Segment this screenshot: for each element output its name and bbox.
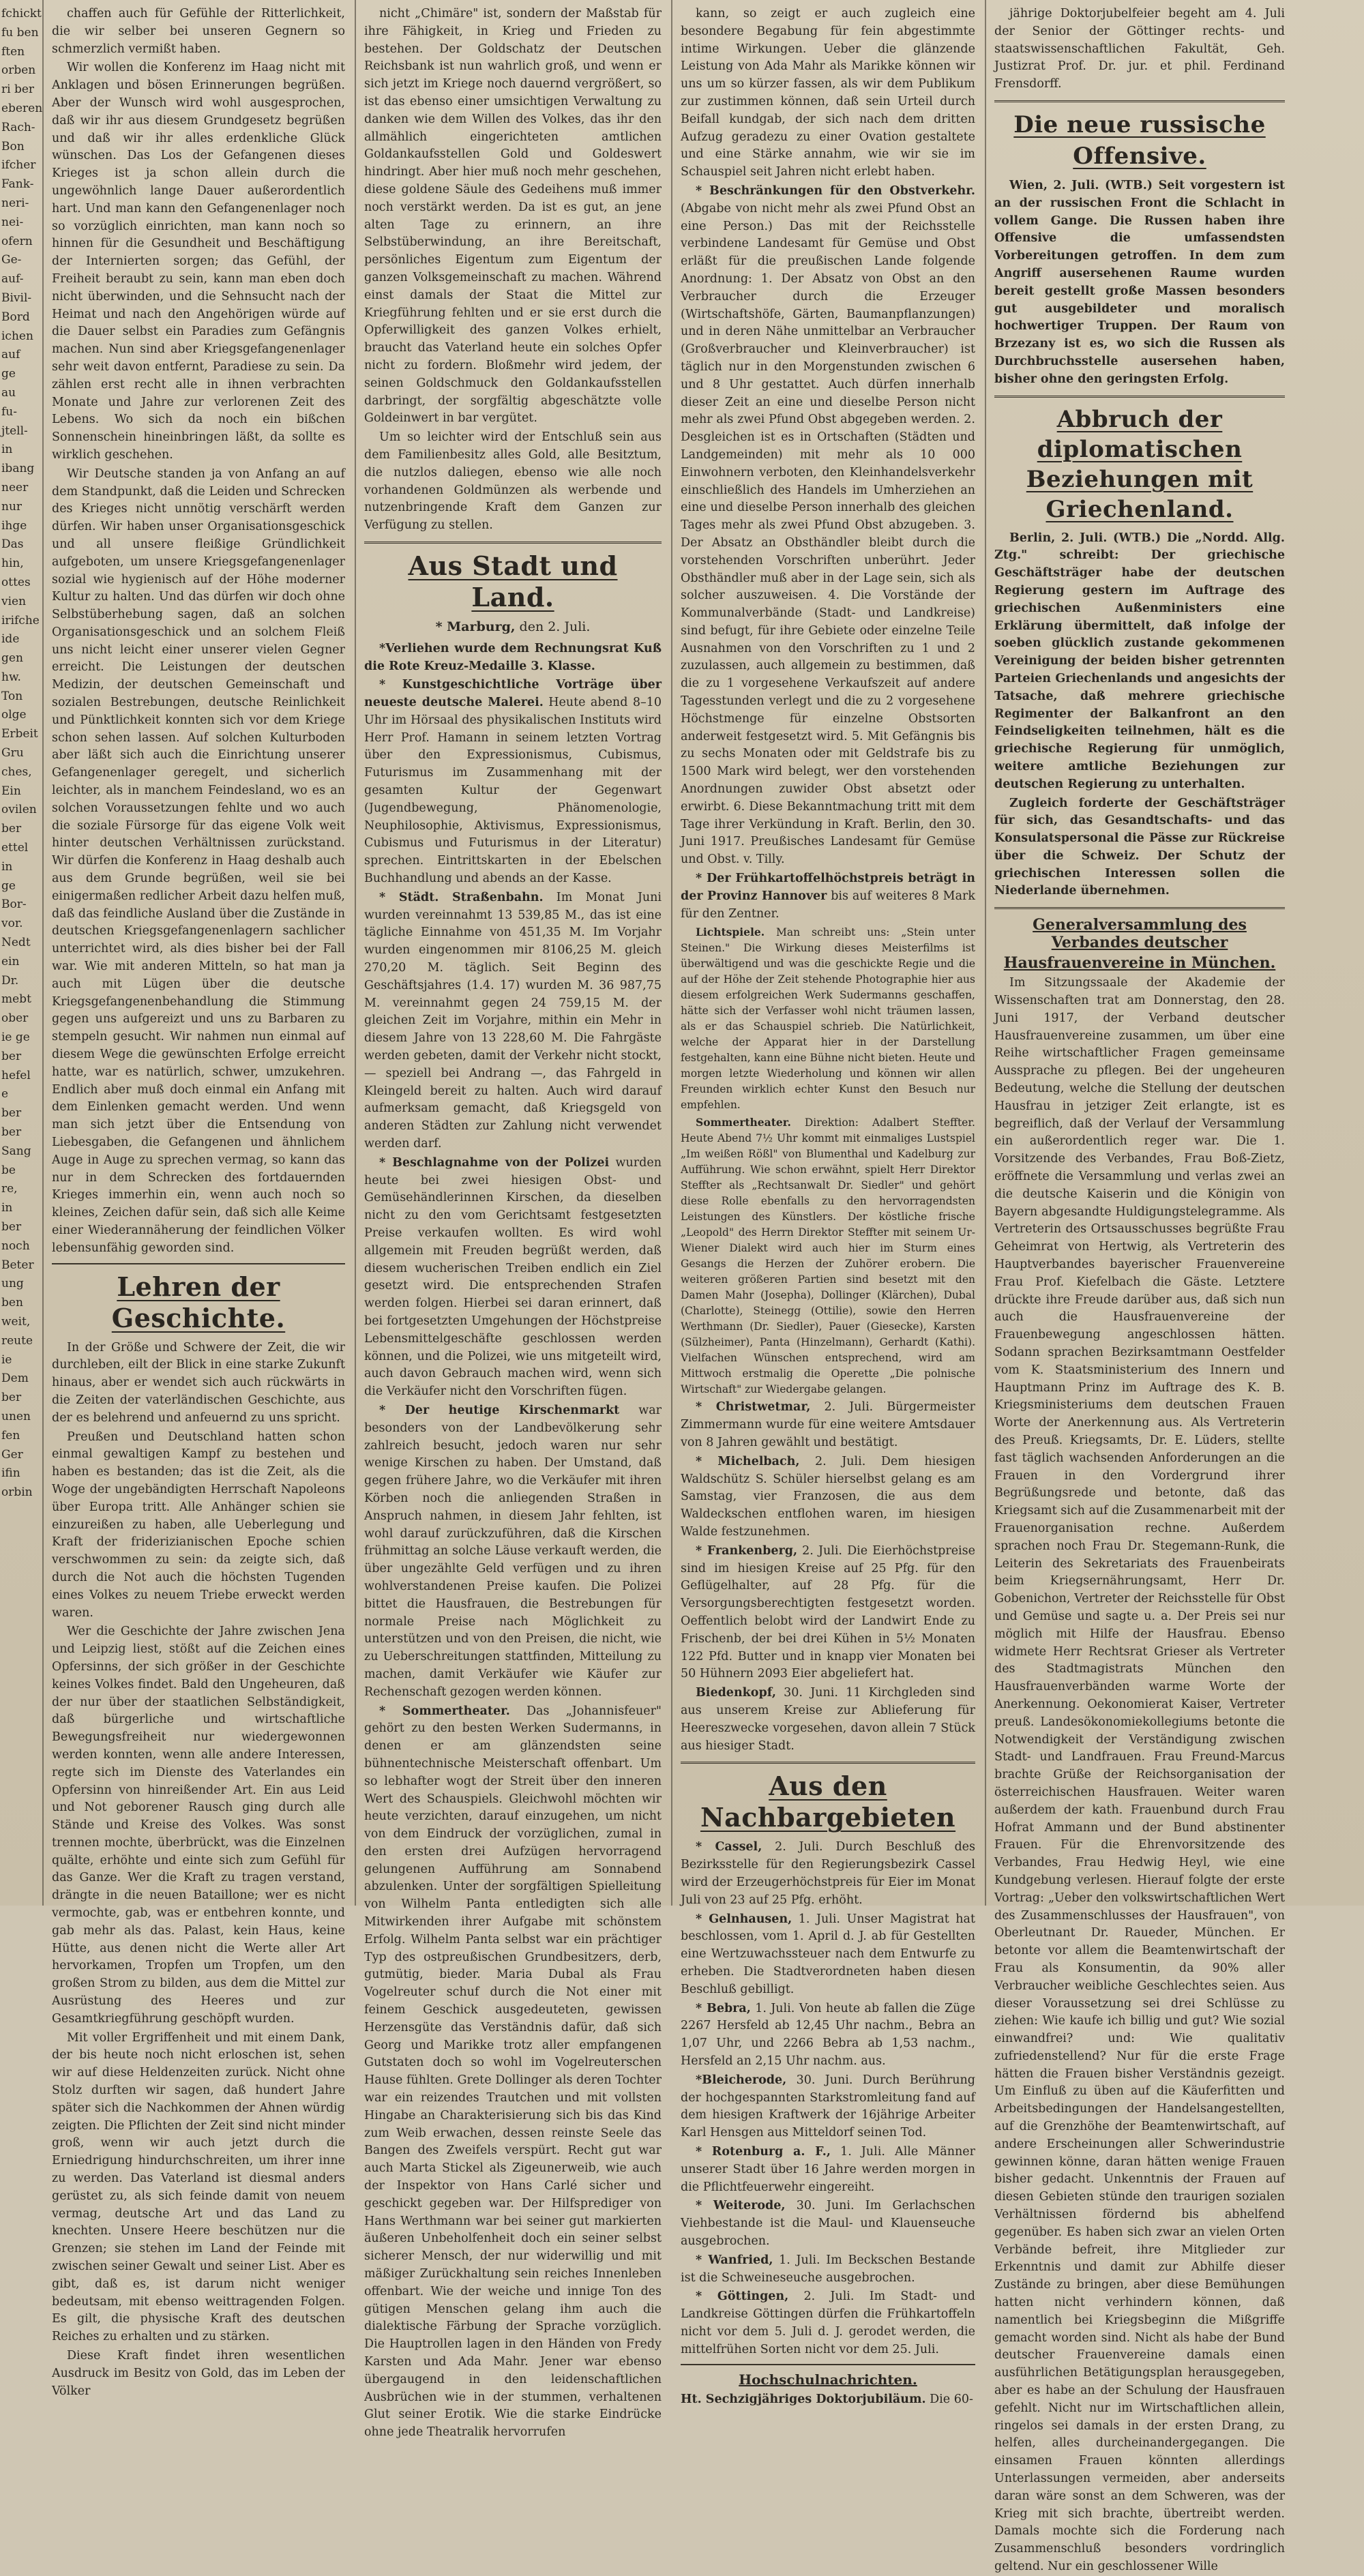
- fragment-line: ber: [1, 1391, 22, 1405]
- news-text: 1. Juli. Alle Männer unserer Stadt über 16 Jahre werden morgen in die Pflichtfeuerwehr eingereiht.: [681, 2144, 975, 2194]
- news-text: war besonders von der Landbevölkerung sehr zahlreich besucht, jedoch waren nur sehr wenige Kirschen zu haben. Der Umstand, daß gegen frühere Jahre, wo die Verkäufer mit ihren Körben noch die anliegenden Straßen in Anspruch nahmen, in diesem Jahr fehlten, ist wohl darauf zurückzuführen, daß die Kirschen frühmittag an solche Läuse verkauft werden, die über ungezählte Geld verfügen und zu ihren wohlverstandenen Preise kaufen. Die Polizei bittet die Hausfrauen, die Bestrebungen für normale Preise nach Möglichkeit zu unterstützen und von den Preisen, die nicht, wie zu Ueberschreitungen stattfinden, Mitteilung zu machen, damit Verkäufer wie Käufer zur Rechenschaft gezogen werden können.: [364, 1403, 662, 1699]
- fragment-line: ie: [1, 1352, 12, 1367]
- news-lead: Sommertheater.: [696, 1116, 791, 1129]
- news-lead: * Bebra,: [696, 2001, 751, 2015]
- news-item: [364, 1703, 662, 2442]
- section-divider: [994, 396, 1285, 398]
- fragment-line: ben: [1, 1296, 23, 1310]
- col1-paragraph: Wir Deutsche standen ja von Anfang an auf dem Standpunkt, daß die Leiden und Schrecken des Krieges nicht unnötig verschärft werden dürfen. Wir haben unser Organisationsgeschick und all unsere fleißige Gründlichkeit aufgeboten, um unsere Kriegsgefangenenlager sozial wie hygienisch auf der Höhe moderner Kultur zu halten. Und das dürfen wir doch ohne Selbstüberhebung sagen, daß an solchen Organisationsgeschick und an solchem Fleiß uns nicht leicht einer unserer vielen Gegner erreicht. Die Leistungen der deutschen Medizin, der deutschen Gemeinschaft und sozialen Bestrebungen, deutsche Reinlichkeit und Pünktlichkeit konnten sich vor dem Kriege schon sehen lassen. Auf solchen Kulturboden aber läßt sich auch die Einrichtung unserer Gefangenenlager geregelt, und sicherlich leichter, als in manchem Feindesland, wo es an solchen Voraussetzungen fehlte und wo auch die soziale Fürsorge für das eigene Volk weit hinter deutschen Verhältnissen zurückstand. Wir dürfen die Konferenz in Haag deshalb auch aus dem Grunde begrüßen, weil sie bei einigermaßen redlicher Arbeit dazu helfen muß, daß das feindliche Ausland über die Zustände in deutschen Kriegsgefangenenlagern sachlicher unterrichtet wird, als dies bisher bei der Fall war. Wie mit anderen Mitteln, so hat man ja auch mit Lügen über die deutsche Kriegsgefangenenbehandlung die Stimmung gegen uns aufgereizt und uns zu Barbaren zu stempeln gesucht. Wir nahmen nun einmal auf diesem Wege die gewünschten Erfolge erreicht hatte, war es natürlich, schwer, umzukehren. Endlich aber muß doch einmal ein Anfang mit dem Einlenken gemacht werden. Und wenn man sich jetzt über die Entsendung von Liebesgaben, die Gefangenen und ähnlichem Auge in Auge zu sprechen vermag, so kann das nur in dem Schrecken des fortdauernden Krieges immerhin ein, wenn auch noch so kleines, Zeichen dafür sein, daß sich alle Keime einer Wiederannäherung der feindlichen Völker lebensunfähig geworden sind.: [52, 467, 345, 1255]
- news-lead: *Verliehen wurde dem Rechnungsrat Kuß die Rote Kreuz-Medaille 3. Klasse.: [364, 641, 662, 673]
- news-lead: Lichtspiele.: [696, 926, 765, 939]
- news-lead: Wien, 2. Juli. (WTB.): [1009, 178, 1153, 192]
- fragment-line: Bord: [1, 310, 30, 324]
- news-lead: Biedenkopf,: [696, 1686, 776, 1700]
- col1-paragraph: Diese Kraft findet ihren wesentlichen Ausdruck im Besitz von Gold, das im Leben der Völker: [52, 2349, 345, 2398]
- fragment-line: ber: [1, 1049, 22, 1063]
- news-item: [681, 1543, 975, 1683]
- fragment-line: fu ben: [1, 25, 39, 40]
- news-item: [681, 2288, 975, 2358]
- col3-small-print: [681, 924, 975, 1397]
- news-lead: * Beschränkungen für den Obstverkehr.: [696, 183, 975, 198]
- section-heading-stadt-land: Aus Stadt und Land.: [408, 550, 618, 612]
- fragment-line: ein: [1, 954, 20, 968]
- col4-paragraph: [994, 177, 1285, 389]
- fragment-line: in: [1, 443, 13, 457]
- fragment-line: ifin: [1, 1466, 20, 1481]
- col2-paragraph: nicht „Chimäre" ist, sondern der Maßstab für ihre Fähigkeit, in Krieg und Frieden zu bestehen. Der Goldschatz der Deutschen Reichsbank ist nun wahrlich groß, und wenn er sich jetzt im Kriege noch dauernd vergrößert, so ist das ebenso einer umsichtigen Verwaltung zu danken wie dem Willen des Volkes, das ihr den allmählich eingerichteten amtlichen Goldankaufsstellen Gold und Goldeswert hindringt. Aber hier muß noch mehr geschehen, diese goldene Säule des Gedeihens muß immer noch verstärkt werden. Da ist es gut, an jene alten Tage zu erinnern, an ihre Selbstüberwindung, an ihre Bereitschaft, persönliches Eigentum zum Eigentum der ganzen Volksgemeinschaft zu machen. Während einst damals der Staat die Mittel zur Kriegführung fehlten und er sie erst durch die Opferwilligkeit des ganzen Volkes erhielt, braucht das Vaterland heute ein solches Opfer nicht zu fordern. Bloßmehr wird jedem, der seinen Goldschmuck den Goldankaufsstellen darbringt, der sorgfältig abgeschätzte volle Goldeinwert in bar vergütet.: [364, 7, 662, 426]
- article-heading-griechenland: Abbruch der diplomatischen Beziehungen mit Griechenland.: [1026, 405, 1254, 523]
- news-lead: * Der Frühkartoffelhöchstpreis beträgt in der Provinz Hannover: [681, 872, 975, 903]
- col4-paragraph: Im Sitzungssaale der Akademie der Wissenschaften trat am Donnerstag, den 28. Juni 1917, der Verband deutscher Hausfrauenvereine zusammen, um über eine Reihe wirtschaftlicher Fragen gemeinsame Aussprache zu pflegen. Bei der ungeheuren Bedeutung, welche die Stellung der deutschen Hausfrau in jetziger Zeit erlangte, ist es begreiflich, daß der Verlauf der Versammlung ein außerordentlich reger war. Die 1. Vorsitzende des Verbandes, Frau Boß-Zietz, eröffnete die Versammlung und verlas zwei an die deutsche Kaiserin und die Königin von Bayern abgesandte Huldigungstelegramme. Als Vertreterin des Ortsausschusses begrüßte Frau Geheimrat von Hertwig, als Vertreterin des Hauptverbandes bayerischer Frauenvereine Frau Prof. Kiefelbach die Gäste. Letztere drückte ihre Freude darüber aus, daß sich nun auch die Hausfrauenvereine der Frauenbewegung angeschlossen hätten. Sodann sprachen Bezirksamtmann Oestfelder vom K. Staatsministerium des Innern und Hauptmann Prinz im Auftrage des K. B. Kriegsministeriums dem deutschen Frauen Worte der Anerkennung aus. Als Vertreterin des Preuß. Kriegsamts, Dr. E. Lüders, stellte fast täglich wachsenden Anforderungen an die Frauen in den Vordergrund ihrer Begrüßungsrede und betonte, daß das Kriegsamt sich auf die Zusammenarbeit mit der Frauenorganisation rechne. Außerdem sprachen noch Frau Dr. Stegemann-Runk, die Leiterin des Sekretariats des Frauenbeirats beim Kriegsernährungsamt, Herr Dr. Gobenichon, Vertreter der Reichsstelle für Obst und Gemüse und sagte u. a. Der Preis sei nur möglich mit Hilfe der Hausfrau. Ebenso widmete Herr Rechtsrat Grieser als Vertreter des Stadtmagistrats München den Hausfrauenverbänden warme Worte der Anerkennung. Oekonomierat Kaiser, Vertreter preuß. Landesökonomiekollegiums betonte die Notwendigkeit der Verständigung zwischen Stadt- und Landfrauen. Frau Freund-Marcus brachte Grüße der Reichsorganisation der österreichischen Hausfrauen. Weiter waren außerdem der kath. Frauenbund durch Frau Hofrat Ammann und der Bund abstinenter Frauen. Für die Ehrenvorsitzende des Verbandes, Frau Hedwig Heyl, wie eine Kundgebung verlesen. Hierauf folgte der erste Vortrag: „Ueber den volkswirtschaftlichen Wert des Zusammenschlusses der Hausfrauen", von Oberleutnant Dr. Raueder, München. Er betonte vor allem die Beamtenwirtschaft der Frau als Konsumentin, da 90% aller Verbraucher weibliche Geschlechtes seien. Aus dieser Voraussetzung sei drei Schlüsse zu ziehen: Wie kaufe ich billig und gut? Wie sozial einwandfrei? und: Wie qualitativ zufriedenstellend? Nur für die erste Frage hätten die Frauen bisher Verständnis gezeigt. Um Einfluß zu üben auf die Käuferfitten und Arbeitsbedingungen der Handelsangestellten, auf die Grenzhöhe der Beamtenwirtschaft, auf andere Erscheinungen aller Schwerindustrie gewinnen könne, daran hätten wenige Frauen bisher gedacht. Unkenntnis der Frauen auf diesen Gebieten stünde den traurigen sozialen Verhältnissen fördernd bis abhelfend gegenüber. Es haben sich zwar an vielen Orten Verbände befreit, ihre Mitglieder zur Erkenntnis und damit zur Abhilfe dieser Zustände zu bringen, aber diese Bemühungen hatten nicht verhindern können, daß namentlich bei Kriegsbeginn die Mißgriffe gemacht worden sind. Nicht als habe der Bund deutscher Frauenvereine damals einen ausführlichen Betätigungsplan herausgegeben, aber es habe an der Schulung der Hausfrauen gefehlt. Nicht nur im Wirtschaftlichen allein, ringelos sei damals in der ersten Drang, zu helfen, alles durcheinandergegangen. Die einsamen Frauen könnten allerdings Unterlassungen vermeiden, aber anderseits daran wäre sonst an dem Schweren, was der Krieg mit sich brachte, übertreibt werden. Damals mochte sich die Forderung nach Zusammenschluß besonders vordringlich geltend. Nur ein geschlossener Wille: [994, 976, 1285, 2573]
- article-heading-lehren: Lehren der Geschichte.: [111, 1271, 286, 1333]
- fragment-line: neri-: [1, 196, 29, 210]
- news-lead: * Der heutige Kirschenmarkt: [379, 1403, 620, 1417]
- fragment-line: olge: [1, 708, 27, 722]
- section-divider: [681, 1762, 975, 1764]
- section-divider: [52, 1263, 345, 1264]
- fragment-line: ibang: [1, 462, 35, 476]
- news-item: [681, 1399, 975, 1451]
- col4-paragraph: jährige Doktorjubelfeier begeht am 4. Juli der Senior der Göttinger rechts- und staatswissenschaftlichen Fakultät, Geh. Justizrat Prof. Dr. jur. et phil. Ferdinand Frensdorff.: [994, 7, 1285, 91]
- fragment-line: ber: [1, 1125, 22, 1140]
- edge-fragment-column: [0, 0, 43, 1906]
- fragment-line: au: [1, 385, 16, 400]
- col3-news-list-2: [681, 1399, 975, 1755]
- news-text: 30. Juni. Im Gerlachschen Viehbestande ist die Maul- und Klauenseuche ausgebrochen.: [681, 2199, 975, 2248]
- col2-paragraph: Um so leichter wird der Entschluß sein aus dem Familienbesitz alles Gold, alle Besitztum, die nutzlos daliegen, ebenso wie alle noch vorhandenen Goldmünzen als werbende und nutzenbringende Kraft dem Ganzen zur Verfügung zu stellen.: [364, 430, 662, 533]
- section-heading-hochschul: Hochschulnachrichten.: [739, 2371, 917, 2388]
- col3-paragraph: [681, 2391, 975, 2409]
- fragment-line: Erbeit: [1, 727, 38, 741]
- news-item: [364, 640, 662, 676]
- news-text: bis auf weiteres 8 Mark für den Zentner.: [681, 889, 975, 921]
- news-lead: * Sommertheater.: [379, 1704, 510, 1718]
- col3-news-list-3: [681, 1839, 975, 2358]
- fragment-line: Ger: [1, 1447, 23, 1462]
- fragment-line: hin,: [1, 557, 24, 571]
- fragment-line: ober: [1, 1011, 29, 1026]
- news-text: 2. Juli. Durch Beschluß des Bezirksstelle für den Regierungsbezirk Cassel wird der Erzeugerhöchstpreis für Eier im Monat Juli von 23 auf 25 Pfg. erhöht.: [681, 1840, 975, 1907]
- news-text: (Abgabe von nicht mehr als zwei Pfund Obst an eine Person.) Das mit der Reichsstelle verbindene Landesamt für Gemüse und Obst erläßt für die preußischen Lande folgende Anordnung: 1. Der Absatz von Obst an den Verbraucher durch die Erzeuger (Wirtschaftshöfe, Gärten, Baumanpflanzungen) und in deren Nähe unmittelbar an Verbraucher (Großverbraucher und Kleinverbraucher) ist täglich nur in den Morgenstunden zwischen 6 und 8 Uhr gestattet. Auch dürfen innerhalb dieser Zeit an eine und dieselbe Person nicht mehr als zwei Pfund Obst abgegeben werden. 2. Desgleichen ist es in Ortschaften (Städten und Landgemeinden) mit mehr als 10 000 Einwohnern verboten, den Kleinhandelsverkehr einschließlich des Handels im Umherziehen an eine und dieselbe Person innerhalb des gleichen Tages mehr als zwei Pfund Obst abzugeben. 3. Der Absatz an Obsthändler bleibt durch die vorstehenden Vorschriften unberührt. Jeder Obsthändler muß aber in der Lage sein, sich als solcher auszuweisen. 4. Die Vorstände der Kommunalverbände (Stadt- und Landkreise) sind befugt, für ihre Gebiete oder einzelne Teile Ausnahmen von den Vorschriften zu 1 und 2 zuzulassen, auch allgemein zu bestimmen, daß die zu 1 vorgesehene Verkaufszeit auf andere Tagesstunden verlegt und die zu 2 vorgesehene Höchstmenge für einzelne Obstsorten anderweit festgesetzt wird. 5. Mit Gefängnis bis zu sechs Monaten oder mit Geldstrafe bis zu 1500 Mark wird belegt, wer den vorstehenden Anordnungen zuwider Obst absetzt oder erwirbt. 6. Diese Bekanntmachung tritt mit dem Tage ihrer Verkündung in Kraft. Berlin, den 30. Juni 1917. Preußisches Landesamt für Gemüse und Obst. v. Tilly.: [681, 201, 975, 867]
- article-heading-hausfrauen-1: Generalversammlung des Verbandes deutscher: [1033, 916, 1247, 952]
- fragment-line: weit,: [1, 1314, 31, 1329]
- fragment-line: Bivil-: [1, 291, 32, 305]
- fragment-line: nur: [1, 499, 23, 514]
- dateline-place: * Marburg,: [435, 619, 516, 634]
- fragment-line: vor.: [1, 917, 23, 931]
- news-text: Seit vorgestern ist an der russischen Front die Schlacht in vollem Gange. Die Russen haben ihre Offensive die umfassendsten Vorbereitungen getroffen. In dem zum Angriff ausersehenen Raume wurden bereit gestellt große Massen besonders gut ausgebildeter und moralisch hochwertiger Truppen. Der Raum von Brzezany ist es, wo sich die Russen als Durchbruchsstelle ausersehen haben, bisher ohne den geringsten Erfolg.: [994, 178, 1286, 386]
- fragment-line: in: [1, 859, 13, 874]
- fragment-line: ge: [1, 367, 16, 381]
- fragment-line: ifcher: [1, 158, 36, 173]
- fragment-line: mebt: [1, 992, 31, 1007]
- fragment-line: ihge: [1, 518, 27, 533]
- fragment-line: be: [1, 1163, 16, 1177]
- news-text: 30. Juni. 11 Kirchgleden sind aus unserem Kreise zur Ablieferung für Heereszwecke vorgesehen, davon allein 7 Stück aus hiesiger Stadt.: [681, 1686, 975, 1753]
- fragment-line: ber: [1, 822, 22, 836]
- news-text: 2. Juli. Die Eierhöchstpreise sind im hiesigen Kreise auf 25 Pfg. für den Geflügelhalter, auf 28 Pfg. für die Versorgungsberechtigten festgesetzt worden. Oeffentlich belobt wird der Landwirt Ende zu Frischenb, der bei drei Kühen in 5½ Monaten 122 Pfd. Butter und in knapp vier Monaten bei 50 Hühnern 2093 Eier abgeliefert hat.: [681, 1543, 975, 1681]
- news-text: 1. Juli. Unser Magistrat hat beschlossen, vom 1. April d. J. ab für Gestellten eine Wertzuwachssteuer nach dem Entwurfe zu erheben. Die Stadtverordneten haben diesen Beschluß gebilligt.: [681, 1912, 975, 1996]
- fragment-line: ches,: [1, 765, 32, 779]
- fragment-line: e: [1, 1087, 9, 1101]
- fragment-line: irifche: [1, 613, 40, 627]
- fragment-line: fen: [1, 1428, 20, 1442]
- fragment-line: Beter: [1, 1258, 34, 1272]
- column-3: [674, 0, 982, 2407]
- news-item: [681, 2197, 975, 2250]
- news-lead: * Christwetmar,: [696, 1400, 811, 1415]
- news-item: [681, 2252, 975, 2288]
- news-lead: *Bleicherode,: [696, 2073, 787, 2087]
- news-lead: Ht. Sechzigjähriges Doktorjubiläum.: [681, 2393, 926, 2407]
- column-rule: [671, 0, 672, 1906]
- section-heading-nachbargebiete: Aus den Nachbargebieten: [700, 1771, 956, 1833]
- news-text: Die „Nordd. Allg. Ztg." schreibt: Der griechische Geschäftsträger habe der deutschen Regierung gestern im Auftrage des griechischen Außenministers eine Erklärung übermittelt, daß infolge der soeben glücklich zustande gekommenen Vereinigung der beiden bisher getrennten Parteien Griechenlands und angesichts der Tatsache, daß mehrere griechische Regimenter der Balkanfront an den Feindseligkeiten teilnehmen, hält es die griechische Regierung für unmöglich, weitere amtliche Beziehungen zur deutschen Regierung zu unterhalten.: [994, 531, 1285, 791]
- dateline-date: den 2. Juli.: [519, 619, 591, 634]
- news-item: [681, 1453, 975, 1541]
- fragment-line: ettel: [1, 841, 29, 855]
- news-item: [681, 870, 975, 923]
- column-rule: [42, 0, 44, 1906]
- section-divider: [994, 100, 1285, 102]
- fragment-line: in: [1, 1201, 13, 1215]
- article-heading-hausfrauen-2: Hausfrauenvereine in München.: [1003, 954, 1276, 973]
- article-heading-offensive: Die neue russische Offensive.: [1013, 110, 1266, 170]
- news-text: 1. Juli. Im Beckschen Bestande ist die Schweineseuche ausgebrochen.: [681, 2253, 975, 2285]
- news-lead: * Rotenburg a. F.,: [696, 2144, 831, 2159]
- news-text: Die 60-: [930, 2393, 973, 2407]
- fragment-line: ber: [1, 1220, 22, 1234]
- fragment-line: re,: [1, 1182, 18, 1196]
- section-divider: [994, 907, 1285, 909]
- news-lead: * Göttingen,: [696, 2290, 789, 2304]
- fragment-line: Rach-: [1, 120, 35, 134]
- news-text: 2. Juli. Im Stadt- und Landkreise Göttingen dürfen die Frühkartoffeln nicht vor dem 5. Juli d. J. gerodet werden, die mittelfrühen Sorten nicht vor dem 25. Juli.: [681, 2290, 975, 2356]
- news-text: 30. Juni. Durch Berührung der hochgespannten Starkstromleitung fand auf dem hiesigen Kraftwerk der 16jährige Arbeiter Karl Hensgen aus Mitteldorf seinen Tod.: [681, 2073, 975, 2140]
- col1-paragraph: chaffen auch für Gefühle der Ritterlichkeit, die wir selber bei unseren Gegnern so schmerzlich vermißt haben.: [52, 7, 345, 56]
- fragment-line: ottes: [1, 575, 31, 589]
- fragment-line: jtell-: [1, 424, 28, 438]
- news-text: Direktion: Adalbert Steffter. Heute Abend 7½ Uhr kommt mit einmaliges Lustspiel „Im weißen Rößl" von Blumenthal und Kadelburg zur Aufführung. Wie schon erwähnt, spielt Herr Direktor Steffter als „Rechtsanwalt Dr. Siedler" und gehört diese Rolle ebenfalls zu den hervorragendsten Leistungen des Künstlers. Der köstliche frische „Leopold" des Herrn Direktor Steffter mit seinem Ur-Wiener Dialekt wird auch hier im Sturm eines Gesangs die Herzen der Zuhörer erobern. Die weiteren größeren Partien sind besetzt mit den Damen Mahr (Josepha), Dollinger (Klärchen), Dubal (Charlotte), Steinegg (Ottilie), sowie den Herren Werthmann (Dr. Siedler), Pauer (Giesecke), Karsten (Sülzheimer), Panta (Hinzelmann), Gerhardt (Kathi). Vielfachen Wünschen entsprechend, wird am Mittwoch erstmalig die Operette „Die polnische Wirtschaft" zur Wiedergabe gelangen.: [681, 1116, 975, 1396]
- fragment-line: Ein: [1, 784, 21, 798]
- news-lead: * Gelnhausen,: [696, 1912, 792, 1926]
- fragment-line: eberen: [1, 101, 43, 115]
- dateline: [364, 619, 662, 636]
- fragment-line: hefel: [1, 1068, 31, 1082]
- column-1: [45, 0, 352, 2398]
- news-lead: * Weiterode,: [696, 2199, 786, 2213]
- fragment-line: Dr.: [1, 973, 19, 988]
- news-item: [681, 183, 975, 869]
- news-item: [681, 1911, 975, 1999]
- fragment-line: ide: [1, 632, 20, 647]
- news-text: Man schreibt uns: „Stein unter Steinen." Die Wirkung dieses Meisterfilms ist überwältigend und was die geschickte Regie und die auf der Höhe der Zeit stehende Photographie hier aus diesem erfolgreichen Werk Sudermanns geschaffen, hätte sich der Verfasser wohl nicht träumen lassen, als er das Schauspiel schrieb. Die Natürlichkeit, welche der Apparat hier in der Darstellung festgehalten, kann eine Bühne nicht bieten. Heute und morgen letzte Wiederholung und können wir allen Freunden wirklich echter Kunst den Besuch nur empfehlen.: [681, 926, 975, 1112]
- news-item: [364, 889, 662, 1153]
- fragment-line: noch: [1, 1239, 30, 1253]
- news-lead: * Cassel,: [696, 1840, 762, 1854]
- news-item: [364, 677, 662, 888]
- fragment-line: orbin: [1, 1485, 33, 1500]
- column-rule: [985, 0, 986, 1906]
- fragment-line: reute: [1, 1333, 33, 1348]
- section-divider: [681, 2364, 975, 2365]
- fragment-line: Bon: [1, 139, 25, 153]
- news-item: [681, 1114, 975, 1397]
- fragment-line: fchickt: [1, 7, 42, 20]
- news-lead: * Wanfried,: [696, 2253, 773, 2267]
- column-rule: [355, 0, 356, 1906]
- col2-news-list: [364, 640, 662, 2442]
- col1-paragraph: Preußen und Deutschland hatten schon einmal gewaltigen Kampf zu bestehen und haben es bestanden; das ist die Zeit, als die Woge der ungebändigten Herrschaft Napoleons über Europa tritt. Alle Anhänger schien sie einzureißen zu haben, alle Ueberlegung und Kraft der friderizianischen Epoche schien verschwommen zu sein: da zeigte sich, daß durch die Not auch die höchsten Tugenden eines Volkes zu neuem Triebe erweckt werden waren.: [52, 1430, 345, 1620]
- news-item: [681, 1685, 975, 1755]
- fragment-line: gen: [1, 651, 23, 666]
- news-text: Das „Johannisfeuer" gehört zu den besten Werken Sudermanns, in denen er am glänzendsten seine bühnentechnische Meisterschaft offenbart. Um so lebhafter wogt der Streit über den inneren Wert des Schauspiels. Gleichwohl möchten wir heute verzichten, darauf einzugehen, um nicht von dem Eindruck der vorzüglichen, zumal in den ersten drei Aufzügen hervorragend gelungenen Aufführung am Sonnabend abzulenken. Unter der sorgfältigen Spielleitung von Wilhelm Panta entledigten sich alle Mitwirkenden ihrer Aufgabe mit schönstem Erfolg. Wilhelm Panta selbst war ein prächtiger Typ des ostpreußischen Grundbesitzers, derb, gutmütig, bieder. Maria Dubal als Frau Vogelreuter schuf durch die Not einer mit feinem Geschick ausgedeuteten, gewissen Herzensgüte das Verständnis dafür, daß sich Georg und Marikke trotz aller empfangenen Gutstaten doch so wohl im Vogelreuterschen Hause fühlten. Grete Dollinger als deren Tochter war ein reizendes Trautchen und mit vollsten Hingabe an Charakterisierung sich bis das Kind zum Weib erwachen, dessen reinste Seele das Bangen des Zweifels verspürt. Recht gut war auch Marta Stickel als Zigeunerweib, wie auch der Inspektor von Hans Carlé sicher und geschickt gegeben war. Der Hilfsprediger von Hans Werthmann war bei seiner gut markierten äußeren Unbeholfenheit doch ein seiner selbst sicherer Mensch, der nur widerwillig und mit mäßiger Zurückhaltung sein reiches Innenleben offenbart. Wie der weiche und innige Ton des gütigen Menschen gelang ihm auch die dialektische Färbung der Sprache vorzüglich. Die Hauptrollen lagen in den Händen von Fredy Karsten und Ada Mahr. Jener war ebenso übergaugend in den leidenschaftlichen Ausbrüchen wie in der stummen, verhaltenen Glut seiner Erotik. Wie die starke Eindrücke ohne jede Theatralik hervorrufen: [364, 1704, 662, 2440]
- news-lead: * Frankenberg,: [696, 1543, 798, 1558]
- fragment-line: unen: [1, 1409, 31, 1423]
- fragment-line: Nedt: [1, 936, 31, 950]
- news-text: 2. Juli. Dem hiesigen Waldschütz S. Schüler hierselbst gelang es am Samstag, vier Franzosen, die aus dem Waldeckschen entflohen waren, im hiesigen Walde festzunehmen.: [681, 1454, 975, 1539]
- news-lead: * Beschlagnahme von der Polizei: [379, 1155, 610, 1170]
- news-item: [681, 924, 975, 1113]
- fragment-line: neer: [1, 480, 29, 494]
- column-4: [988, 0, 1292, 2573]
- fragment-line: ber: [1, 1106, 22, 1121]
- news-text: Im Monat Juni wurden vereinnahmt 13 539,85 M., das ist eine tägliche Einnahme von 451,35 M. Im Vorjahr wurden eingenommen mir 8106,25 M. gleich 270,20 M. täglich. Seit Beginn des Geschäftsjahres (1.4. 17) wurden M. 36 987,75 M. vereinnahmt gegen 24 759,15 M. der gleichen Zeit im Vorjahre, mithin ein Mehr in diesem Jahre von 13 228,60 M. Die Fahrgäste werden gebeten, damit der Verkehr nicht stockt, — speziell bei Andrang —, das Fahrgeld in Kleingeld bereit zu halten. Auch wird darauf aufmerksam gemacht, daß Kriegsgeld von anderen Städten zur Zahlung nicht verwendet werden darf.: [364, 890, 662, 1151]
- col3-paragraph: kann, so zeigt er auch zugleich eine besondere Begabung für fein abgestimmte intime Wirkungen. Ueber die glänzende Leistung von Ada Mahr als Marikke können wir uns um so kürzer fassen, als wir dem Publikum zur zustimmen können, daß sein Urteil durch Beifall kundgab, der sich nach dem dritten Aufzug geradezu zu einer Ovation gestaltete und eine Stärke annahm, wie wir sie im Schauspiel seit Jahren nicht erlebt haben.: [681, 7, 975, 179]
- news-item: [681, 1839, 975, 1909]
- column-2: [357, 0, 668, 2440]
- section-divider: [364, 542, 662, 544]
- fragment-line: auf-: [1, 272, 24, 286]
- news-lead: Berlin, 2. Juli. (WTB.): [1009, 531, 1161, 545]
- fragment-line: ovilen: [1, 803, 37, 817]
- news-item: [364, 1402, 662, 1702]
- news-text: 2. Juli. Bürgermeister Zimmermann wurde für eine weitere Amtsdauer von 8 Jahren gewählt und bestätigt.: [681, 1400, 975, 1450]
- fragment-line: ge: [1, 878, 16, 893]
- col1-paragraph: Mit voller Ergriffenheit und mit einem Dank, der bis heute noch nicht erloschen ist, sehen wir auf diese Heldenzeiten zurück. Nicht ohne Stolz durften wir sagen, daß hundert Jahre später sich die Nachkommen der Ahnen würdig zeigten. Die Pflichten der Zeit sind nicht minder groß, wenn wir auch jetzt durch die Erniedrigung hindurchschreiten, um ihrer inne zu werden. Das Vaterland ist diesmal anders gerüstet zu, als sich feinde damit von neuem vermag, deutsche Art und das Land zu knechten. Unsere Heere beschützen nur die Grenzen; sie stehen im Land der Feinde mit zwischen seiner Gewalt und seiner List. Aber es gibt, daß es, ist darum nicht weniger bedeutsam, mit ebenso weittragenden Folgen. Es gilt, die physische Kraft des deutschen Reiches zu erhalten und zu stärken.: [52, 2030, 345, 2344]
- news-item: [681, 2072, 975, 2142]
- news-lead: * Michelbach,: [696, 1454, 800, 1468]
- fragment-line: Sang: [1, 1144, 31, 1158]
- col1-paragraph: In der Größe und Schwere der Zeit, die wir durchleben, eilt der Blick in eine starke Zukunft hinaus, aber er wendet sich auch rückwärts in die Zeiten der vaterländischen Geschichte, aus der es belehrend und anfeuernd zu uns spricht.: [52, 1340, 345, 1425]
- col4-paragraph: Zugleich forderte der Geschäftsträger für sich, das Gesandtschafts- und das Konsulatspersonal die Pässe zur Rückreise über die Schweiz. Der Schutz der griechischen Interessen sollen die Niederlande übernehmen.: [994, 796, 1285, 898]
- fragment-line: Gru: [1, 746, 24, 760]
- fragment-line: ri ber: [1, 83, 35, 97]
- fragment-line: Das: [1, 537, 24, 552]
- news-text: wurden heute bei zwei hiesigen Obst- und Gemüsehändlerinnen Kirschen, da dieselben nicht zu den vom Gerichtsamt festgesetzten Preise verkaufen wollten. Es wird wohl allgemein mit Freuden begrüßt werden, daß diesem wucherischen Treiben endlich ein Ziel gesetzt wird. Die entsprechenden Strafen werden folgen. Hierbei sei daran erinnert, daß bei fortgesetzten Umgehungen der Höchstpreise Lebensmittelgeschäfte geschlossen werden können, und die Polizei, wie uns mitgeteilt wird, auch davon Gebrauch machen wird, wenn sich die Verkäufer nicht den Vorschriften fügen.: [364, 1155, 662, 1399]
- news-item: [681, 2144, 975, 2196]
- fragment-line: hw.: [1, 670, 21, 684]
- fragment-line: orben: [1, 63, 36, 78]
- col4-paragraph: [994, 530, 1285, 794]
- fragment-line: ie ge: [1, 1031, 30, 1045]
- fragment-line: ung: [1, 1277, 24, 1291]
- fragment-line: Ton: [1, 689, 23, 703]
- col1-paragraph: Wir wollen die Konferenz im Haag nicht mit Anklagen und bösen Erinnerungen begrüßen. Aber der Wunsch wird wohl ausgesprochen, daß wir ihr aus diesem Grundgesetz begrüßen und daß wir ihr alles erdenkliche Glück wünschen. Das Los der Gefangenen dieses Krieges ist ja schon allein durch die ungewöhnlich lange Dauer außerordentlich hart. Und man kann den Gefangenenlager noch so vorzüglich einrichten, man kann noch so hinnen für die Gesundheit und Beschäftigung der Internierten sorgen; das Gefühl, der Freiheit beraubt zu sein, kann man eben doch nicht überwinden, und die Sehnsucht nach der Heimat und nach den Angehörigen würde auf die Dauer selbst ein Paradies zum Gefängnis machen. Nun sind aber Kriegsgefangenenlager sehr weit davon entfernt, Paradiese zu sein. Da zählen erst recht alle in ihnen verbrachten Monate und Jahre zur verlorenen Zeit des Lebens. Wo sich da noch ein bißchen Sonnenschein hineinbringen läßt, da sollte es wirklich geschehen.: [52, 61, 345, 462]
- col3-news-list: [681, 183, 975, 923]
- news-lead: * Städt. Straßenbahn.: [379, 890, 544, 904]
- col1-paragraph: Wer die Geschichte der Jahre zwischen Jena und Leipzig liest, stößt auf die Zeichen eines Opfersinns, der sich größer in der Geschichte keines Volkes findet. Bald den Ungeheuren, daß der nur über der staatlichen Selbständigkeit, daß bürgerliche und wirtschaftliche Bewegungsfreiheit nur wiedergewonnen werden konnten, wenn alle andere Interessen, regte sich im Dienste des Vaterlandes ein Opfersinn von hinreißender Art. Ein aus Leid und Not geborener Rausch ging durch alle Stände und Kreise des Volkes. Was sonst trennen mochte, überbrückt, was die Einzelnen quälte, erhöhte und einte sich zum Gefühl für das Ganze. Wer die Kraft zu tragen verstand, drängte in die neuen Bataillone; wer es nicht vermochte, gab, was er entbehren konnte, und gab mehr als das. Palast, kein Haus, keine Hütte, aus denen nicht die Werte aller Art hervorkamen, Tropfen um Tropfen, um den großen Strom zu bilden, aus dem die Mittel zur Ausrüstung des Heeres und zur Gesamtkriegführung geschöpft wurden.: [52, 1625, 345, 2026]
- fragment-line: Dem: [1, 1372, 29, 1386]
- news-lead: * Kunstgeschichtliche Vorträge über neueste deutsche Malerei.: [364, 678, 662, 710]
- fragment-line: ften: [1, 44, 25, 59]
- news-item: [364, 1155, 662, 1401]
- fragment-line: fu-: [1, 404, 17, 419]
- fragment-line: nei-: [1, 215, 24, 229]
- fragment-line: ichen: [1, 329, 33, 343]
- fragment-line: auf: [1, 348, 20, 362]
- fragment-line: ofern: [1, 234, 33, 248]
- fragment-line: Ge-: [1, 253, 22, 267]
- news-text: Heute abend 8–10 Uhr im Hörsaal des physikalischen Instituts wird Herr Prof. Hamann in seinem letzten Vortrag über den Expressionismus, Cubismus, Futurismus im Zusammenhang mit der gesamten Kultur der Gegenwart (Jugendbewegung, Phänomenologie, Neuphilosophie, Aktivismus, Expressionismus, Cubismus und Futurismus in der Literatur) sprechen. Eintrittskarten in der Ebelschen Buchhandlung und abends an der Kasse.: [364, 696, 662, 886]
- fragment-line: Bor-: [1, 898, 27, 912]
- fragment-line: Fank-: [1, 177, 34, 192]
- news-item: [681, 2000, 975, 2071]
- news-text: 1. Juli. Von heute ab fallen die Züge 2267 Hersfeld ab 12,45 Uhr nachm., Bebra an 1,07 Uhr, und 2266 Bebra ab 1,53 nachm., Hersfeld an 2,15 Uhr nachm. aus.: [681, 2001, 975, 2068]
- fragment-line: vien: [1, 594, 27, 608]
